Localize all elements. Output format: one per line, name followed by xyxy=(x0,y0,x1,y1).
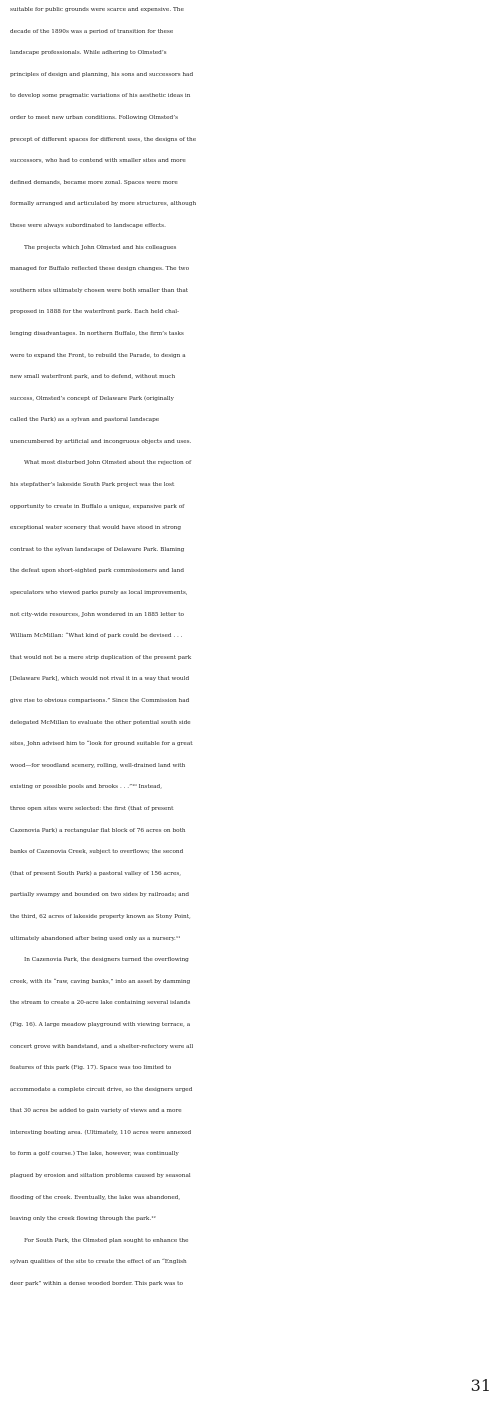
text-line: to form a golf course.) The lake, however, was continually xyxy=(10,1151,179,1158)
text-line: leaving only the creek flowing through the park.¹² xyxy=(10,1216,156,1223)
text-line: opportunity to create in Buffalo a unique, expansive park of xyxy=(10,503,185,510)
text-line: deer park” within a dense wooded border. This park was to xyxy=(10,1281,183,1288)
text-line: the defeat upon short-sighted park commissioners and land xyxy=(10,568,185,575)
text-line: precept of different spaces for different uses, the designs of the xyxy=(10,136,197,143)
text-line: managed for Buffalo reflected these design changes. The two xyxy=(10,266,190,273)
paragraph xyxy=(10,1231,500,1296)
page-number: 31 xyxy=(470,1376,491,1395)
text-line: to develop some pragmatic variations of his aesthetic ideas in xyxy=(10,93,191,100)
text-line: existing or possible pools and brooks . . .”¹⁰ Instead, xyxy=(10,784,163,791)
text-line: For South Park, the Olmsted plan sought to enhance the xyxy=(24,1237,189,1244)
text-line: delegated McMillan to evaluate the other potential south side xyxy=(10,719,191,726)
text-line: unencumbered by artificial and incongruous objects and uses. xyxy=(10,438,192,445)
text-line: suitable for public grounds were scarce and expensive. The xyxy=(10,7,184,13)
text-line: interesting boating area. (Ultimately, 110 acres were annexed xyxy=(10,1129,192,1136)
text-line: the third, 62 acres of lakeside property known as Stony Point, xyxy=(10,913,191,920)
text-line: the stream to create a 20-acre lake containing several islands xyxy=(10,1000,191,1007)
text-line: success, Olmsted’s concept of Delaware Park (originally xyxy=(10,395,174,402)
text-line: formally arranged and articulated by more structures, although xyxy=(10,201,197,208)
text-line: features of this park (Fig. 17). Space was too limited to xyxy=(10,1065,172,1072)
text-line: that 30 acres be added to gain variety of views and a more xyxy=(10,1108,182,1115)
text-line: give rise to obvious comparisons.” Since the Commission had xyxy=(10,698,190,704)
text-line: William McMillan: “What kind of park could be devised . . . xyxy=(10,633,183,640)
text-line: flooding of the creek. Eventually, the lake was abandoned, xyxy=(10,1194,181,1201)
text-line: partially swampy and bounded on two sides by railroads; and xyxy=(10,892,190,899)
text-line: these were always subordinated to landscape effects. xyxy=(10,222,166,229)
document-body xyxy=(10,0,500,1296)
text-line: were to expand the Front, to rebuild the Parade, to design a xyxy=(10,352,186,359)
text-line: his stepfather’s lakeside South Park project was the lost xyxy=(10,482,175,489)
text-line: creek, with its “raw, caving banks,” into an asset by damming xyxy=(10,978,191,985)
text-line: called the Park) as a sylvan and pastoral landscape xyxy=(10,417,160,424)
text-line: order to meet new urban conditions. Following Olmsted’s xyxy=(10,114,179,121)
text-line: three open sites were selected: the first (that of present xyxy=(10,805,174,812)
text-line: (Fig. 16). A large meadow playground with viewing terrace, a xyxy=(10,1021,191,1028)
text-line: successors, who had to contend with smaller sites and more xyxy=(10,158,186,165)
text-line: that would not be a mere strip duplication of the present park xyxy=(10,654,192,661)
paragraph xyxy=(10,950,500,1231)
text-line: banks of Cazenovia Creek, subject to overflows; the second xyxy=(10,849,184,856)
text-line: concert grove with bandstand, and a shelter-refectory were all xyxy=(10,1043,194,1050)
text-line: decade of the 1890s was a period of transition for these xyxy=(10,28,174,35)
text-line: sites, John advised him to “look for ground suitable for a great xyxy=(10,741,193,748)
text-line: What most disturbed John Olmsted about the rejection of xyxy=(24,460,192,467)
text-line: defined demands, became more zonal. Spaces were more xyxy=(10,179,178,186)
text-line: not city-wide resources, John wondered in an 1885 letter to xyxy=(10,611,185,618)
text-line: proposed in 1888 for the waterfront park. Each held chal- xyxy=(10,309,180,316)
text-line: plagued by erosion and siltation problems caused by seasonal xyxy=(10,1173,191,1180)
text-line: contrast to the sylvan landscape of Delaware Park. Blaming xyxy=(10,546,185,553)
paragraph xyxy=(10,453,500,950)
text-line: accommodate a complete circuit drive, so the designers urged xyxy=(10,1086,193,1093)
text-line: lenging disadvantages. In northern Buffalo, the firm’s tasks xyxy=(10,330,184,337)
text-line: landscape professionals. While adhering to Olmsted’s xyxy=(10,50,167,57)
text-line: [Delaware Park], which would not rival it in a way that would xyxy=(10,676,190,683)
text-line: speculators who viewed parks purely as local improvements, xyxy=(10,590,188,597)
text-line: (that of present South Park) a pastoral valley of 156 acres, xyxy=(10,870,182,877)
paragraph xyxy=(10,0,500,238)
text-line: exceptional water scenery that would have stood in strong xyxy=(10,525,182,532)
text-line: Cazenovia Park) a rectangular flat block of 76 acres on both xyxy=(10,827,186,834)
text-line: ultimately abandoned after being used only as a nursery.¹¹ xyxy=(10,935,181,942)
text-line: southern sites ultimately chosen were both smaller than that xyxy=(10,287,189,294)
text-line: In Cazenovia Park, the designers turned the overflowing xyxy=(24,957,189,964)
text-line: wood—for woodland scenery, rolling, well-drained land with xyxy=(10,762,186,769)
text-line: The projects which John Olmsted and his colleagues xyxy=(24,244,177,251)
paragraph xyxy=(10,238,500,454)
text-line: new small waterfront park, and to defend, without much xyxy=(10,374,176,381)
text-line: sylvan qualities of the site to create the effect of an “English xyxy=(10,1259,187,1266)
text-line: principles of design and planning, his sons and successors had xyxy=(10,71,194,78)
